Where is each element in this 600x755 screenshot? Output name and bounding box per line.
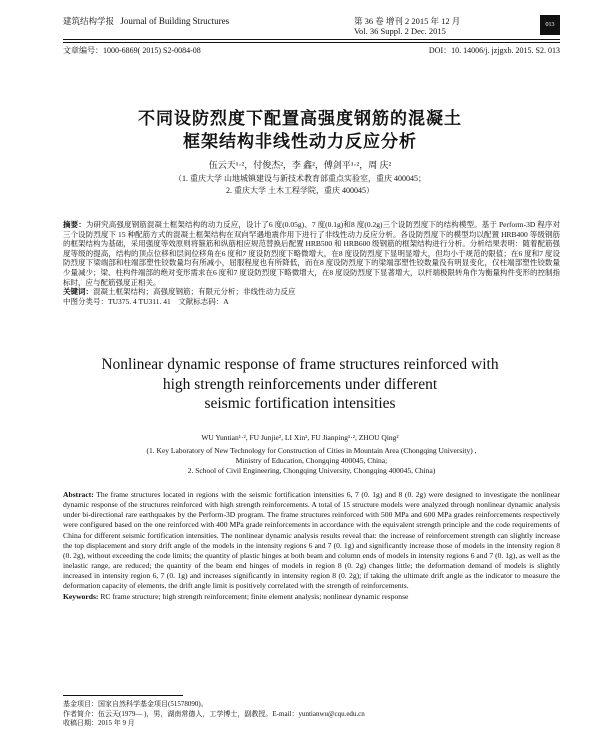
- footnote-fund: 基金项目：国家自然科学基金项目(51578090)。: [63, 700, 208, 708]
- cn-clc: 中图分类号：TU375. 4 TU311. 41: [63, 296, 171, 306]
- cn-title-line: 不同设防烈度下配置高强度钢筋的混凝土: [138, 109, 462, 129]
- en-affiliation: Ministry of Education, Chongqing 400045, China;: [235, 456, 388, 466]
- cn-keywords: 混凝土框架结构；高强度钢筋；有限元分析；非线性动力反应: [93, 287, 296, 297]
- en-affiliation: 2. School of Civil Engineering, Chongqing University, Chongqing 400045, China): [187, 466, 436, 476]
- en-keywords-label: Keywords:: [63, 591, 99, 601]
- doi: DOI：10. 14006/j. jzjgxb. 2015. S2. 013: [428, 46, 560, 55]
- issue-cn: 第 36 卷 增刊 2 2015 年 12 月: [354, 16, 461, 26]
- footnotes: [63, 700, 560, 729]
- header-rule-thick: [63, 39, 560, 40]
- en-affiliations: [63, 446, 560, 477]
- page-badge: 013: [540, 15, 560, 35]
- cn-title: [60, 108, 540, 154]
- en-affiliation: (1. Key Laboratory of New Technology for Construction of Cities in Mountain Area (Chongqing University) ,: [146, 446, 477, 455]
- journal-name: [63, 16, 229, 26]
- en-abstract: [63, 490, 560, 602]
- cn-affiliation: 2. 重庆大学 土木工程学院，重庆 400045）: [226, 186, 374, 195]
- footnote-rule: [63, 695, 183, 696]
- cn-abstract: [63, 220, 560, 306]
- cn-abstract-label: 摘要：: [63, 220, 86, 229]
- en-abstract-body: The frame structures located in regions with the seismic fortification intensities 6, 7 (0. 1g) and 8 (0. 2g) were designed to investigate the nonlinear dynamic response of the structures reinforced with high strength reinforcements. A total of 15 structure models were analyzed through nonlinear dynamic analysis under bi-directional rare earthquakes by the Perform-3D program. The frame structures reinforced with 500 MPa and 600 MPa grades reinforcements respectively were configured based on the one reinforced with 400 MPa grade reinforcements in accordance with the equivalent strength principle and the code requirements of China for different seismic fortification intensities. The nonlinear dynamic analysis results reveal that: the increase of reinforcement strength can slightly increase the top displacement and story drift angle of the models in the intensity regions 6 and 7 (0. 1g) and significantly increase those of models in the intensity region 8 (0. 2g), without exceeding the code limits; the quantity of plastic hinges at both beam and column ends of models in intensity regions 6 and 7 (0. 1g), as well as the inelastic range, are reduced; the quantity of the beam end hinges of models in region 8 (0. 2g) changes little; the deformation demand of models is slightly increased in intensity region 6, 7 (0. 1g) and increases significantly in intensity region 8 (0. 2g); if taking the ultimate drift angle as the indicator to measure the deformation capacity of elements, the drift angle limit is positively correlated with the strength of reinforcements.: [63, 490, 560, 591]
- cn-affiliations: [60, 173, 540, 197]
- en-title-line: seismic fortification intensities: [204, 395, 396, 412]
- en-title-line: high strength reinforcements under different: [162, 375, 438, 393]
- cn-doc-code: 文献标志码：A: [178, 296, 229, 306]
- cn-abstract-body: 为研究高强度钢筋混凝土框架结构的动力反应，设计了6 度(0.05g)、7 度(0.1g)和8 度(0.2g)三个设防烈度下的结构模型。基于 Perform-3D 程序对三个设防烈度下 15 种配筋方式的混凝土框架结构在双向罕遇地震作用下进行了非线性动力反应分析。各设防烈度下的模型均以配置 HRB400 等级钢筋的框架结构为基础，采用强度等效原则将箍筋和纵筋相应规范替换后配置 HRB500 和 HRB600 级钢筋的框架结构进行分析。分析结果表明：随着配筋强度等级的提高，结构的顶点位移和层间位移角在6 度和7 度设防烈度下略微增大，在8 度设防烈度下显明显增大，但均小于规范的限值；在6 度和7 度设防烈度下梁端部和柱端部塑性铰数量均有所减小，屈服程度也有所降低，而在8 度设防烈度下的梁端部塑性铰数量没有明显变化，仅柱端部塑性铰数量少量减少；梁、柱构件端部的绝对变形需求在6 度和7 度设防烈度下略微增大，在8 度设防烈度下显著增大，以杆端极限转角作为衡量构件变形的控制指标时，应与配筋强度正相关。: [63, 220, 560, 287]
- en-title-line: Nonlinear dynamic response of frame structures reinforced with: [101, 356, 499, 373]
- footnote-author: 作者简介：伍云天(1979— )，男，湖南常德人，工学博士，副教授。E-mail：yuntianwu@cqu.edu.cn: [63, 709, 365, 718]
- cn-affiliation: （1. 重庆大学 山地城镇建设与新技术教育部重点实验室，重庆 400045；: [174, 174, 426, 183]
- header-rule-thin: [63, 42, 560, 43]
- cn-keywords-label: 关键词：: [63, 287, 93, 297]
- en-title: [50, 355, 550, 414]
- footnote-received: 收稿日期：2015 年 9 月: [63, 719, 135, 727]
- article-number: 文章编号：1000-6869( 2015) S2-0084-08: [63, 46, 201, 55]
- journal-name-en: Journal of Building Structures: [120, 16, 230, 26]
- journal-name-cn: 建筑结构学报: [63, 16, 115, 26]
- cn-authors: 伍云天¹·²，付俊杰²，李 鑫²，傅剑平¹·²，周 庆²: [208, 160, 392, 170]
- issue-en: Vol. 36 Suppl. 2 Dec. 2015: [354, 26, 446, 36]
- en-keywords: RC frame structure; high strength reinforcement; finite element analysis; nonlinear dynamic response: [98, 591, 409, 601]
- en-abstract-label: Abstract:: [63, 490, 94, 499]
- en-authors: WU Yuntian¹·², FU Junjie², LI Xin², FU Jianping¹·², ZHOU Qing²: [201, 433, 399, 442]
- issue-info: [354, 16, 534, 36]
- cn-title-line: 框架结构非线性动力反应分析: [183, 132, 417, 152]
